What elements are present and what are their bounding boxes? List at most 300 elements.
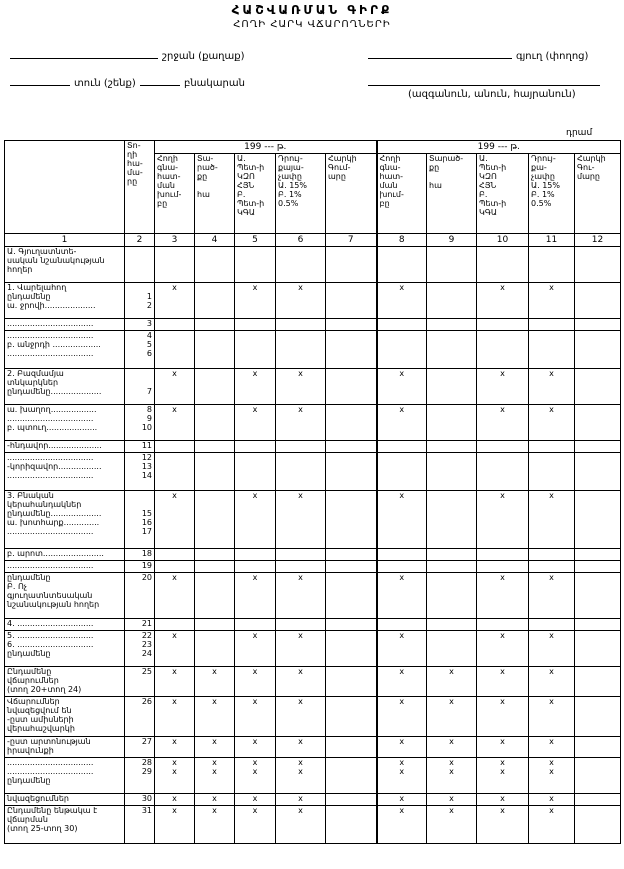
entry-cell[interactable] [575,736,621,757]
row-number: 4 5 6 [125,331,155,369]
entry-cell[interactable] [326,453,377,491]
entry-cell[interactable]: x [377,369,427,405]
region-label: շրջան (քաղաք) [162,51,245,62]
table-row [5,491,621,549]
entry-cell[interactable] [195,283,235,319]
entry-cell[interactable]: x x [529,757,575,793]
entry-cell[interactable] [195,405,235,441]
sub-header-6: Հողի գնա- հատ- ման խում- բը [377,154,427,234]
entry-cell[interactable]: x [276,793,326,805]
entry-cell[interactable]: x [529,666,575,696]
row-label: նվազեցումներ [5,793,125,805]
entry-cell[interactable] [195,369,235,405]
entry-cell[interactable] [427,405,477,441]
entry-cell[interactable] [529,618,575,630]
entry-cell[interactable] [427,453,477,491]
row-number: 31 [125,805,155,843]
entry-cell[interactable] [326,630,377,666]
entry-cell[interactable] [477,247,529,283]
entry-cell[interactable]: x [155,736,195,757]
entry-cell[interactable] [235,549,276,561]
entry-cell[interactable]: x x [477,757,529,793]
entry-cell[interactable]: x [477,696,529,736]
entry-cell[interactable] [575,805,621,843]
entry-cell[interactable]: x [477,736,529,757]
row-number: 20 [125,572,155,618]
entry-cell[interactable] [276,618,326,630]
rownum-header: Տո- ղի հա- մա- րը [125,141,155,234]
entry-cell[interactable]: x [276,491,326,549]
entry-cell[interactable] [155,319,195,331]
sub-header-9: Դրույ- քա- չափը Ա. 15% Բ. 1% 0.5% [529,154,575,234]
entry-cell[interactable] [377,319,427,331]
entry-cell[interactable] [575,666,621,696]
entry-cell[interactable] [276,441,326,453]
entry-cell[interactable]: x [195,696,235,736]
table-row [5,283,621,319]
entry-cell[interactable] [326,793,377,805]
apartment-underline[interactable] [140,75,180,86]
entry-cell[interactable] [276,561,326,573]
entry-cell[interactable]: x [235,491,276,549]
entry-cell[interactable] [326,696,377,736]
entry-cell[interactable]: x [276,666,326,696]
row-number [125,247,155,283]
entry-cell[interactable] [575,618,621,630]
entry-cell[interactable]: x [155,666,195,696]
table-row [5,331,621,369]
row-label: .................................. [5,561,125,573]
entry-cell[interactable]: x [155,630,195,666]
table-row [5,247,621,283]
table-row [5,757,621,793]
entry-cell[interactable] [427,247,477,283]
row-number: 27 [125,736,155,757]
entry-cell[interactable] [195,491,235,549]
entry-cell[interactable] [575,561,621,573]
entry-cell[interactable] [276,549,326,561]
entry-cell[interactable] [326,369,377,405]
entry-cell[interactable] [427,549,477,561]
row-label: Ընդամենը ենթակա է վճարման (տող 25-տող 30) [5,805,125,843]
header-year-row [5,141,621,154]
entry-cell[interactable] [326,331,377,369]
entry-cell[interactable] [235,331,276,369]
table-row [5,441,621,453]
entry-cell[interactable]: x [155,805,195,843]
entry-cell[interactable] [427,561,477,573]
entry-cell[interactable] [477,561,529,573]
entry-cell[interactable] [195,561,235,573]
row-number: 1 2 [125,283,155,319]
entry-cell[interactable] [276,319,326,331]
column-number-10: 10 [477,234,529,247]
row-number: 22 23 24 [125,630,155,666]
entry-cell[interactable]: x x [377,757,427,793]
entry-cell[interactable]: x [276,630,326,666]
entry-cell[interactable]: x [477,491,529,549]
entry-cell[interactable]: x [377,793,427,805]
entry-cell[interactable]: x [155,405,195,441]
entry-cell[interactable] [529,453,575,491]
entry-cell[interactable] [276,331,326,369]
entry-cell[interactable] [427,618,477,630]
table-row [5,630,621,666]
name-underline[interactable] [368,75,600,86]
sub-header-4: Դրույ- քայա- չափը Ա. 15% Բ. 1% 0.5% [276,154,326,234]
table-row [5,696,621,736]
entry-cell[interactable]: x x [195,757,235,793]
entry-cell[interactable] [529,549,575,561]
entry-cell[interactable] [575,453,621,491]
column-number-8: 8 [377,234,427,247]
entry-cell[interactable] [477,331,529,369]
entry-cell[interactable] [195,441,235,453]
column-number-7: 7 [326,234,377,247]
entry-cell[interactable]: x [377,736,427,757]
table-row [5,572,621,618]
header-blank-cell [5,141,125,234]
row-label: Ա. Գյուղատնտե- սական նշանակության հողեր [5,247,125,283]
entry-cell[interactable]: x [377,283,427,319]
entry-cell[interactable] [427,369,477,405]
entry-cell[interactable] [195,453,235,491]
entry-cell[interactable]: x [377,491,427,549]
entry-cell[interactable] [276,453,326,491]
entry-cell[interactable]: x [377,572,427,618]
row-number: 28 29 [125,757,155,793]
entry-cell[interactable]: x [529,630,575,666]
entry-cell[interactable] [427,319,477,331]
sub-header-5: Հարկի Գում- արը [326,154,377,234]
sub-header-3: Ա. Պետ-ի ԿԶՈ ՀՅՆ Բ. Պետ-ի ԿԳԱ [235,154,276,234]
entry-cell[interactable] [529,319,575,331]
entry-cell[interactable]: x x [155,757,195,793]
entry-cell[interactable] [377,618,427,630]
column-number-1: 1 [5,234,125,247]
row-label: .................................. .................................. ընդամենը [5,757,125,793]
entry-cell[interactable] [427,283,477,319]
entry-cell[interactable]: x [377,630,427,666]
entry-cell[interactable] [195,618,235,630]
entry-cell[interactable]: x [377,666,427,696]
entry-cell[interactable] [427,441,477,453]
entry-cell[interactable]: x [276,283,326,319]
entry-cell[interactable]: x [276,736,326,757]
entry-cell[interactable]: x [195,736,235,757]
entry-cell[interactable] [235,441,276,453]
entry-cell[interactable] [195,247,235,283]
entry-cell[interactable]: x [377,405,427,441]
entry-cell[interactable] [195,331,235,369]
entry-cell[interactable] [326,736,377,757]
row-label: -ըստ արտոնության իրավունքի [5,736,125,757]
table-row [5,561,621,573]
document-subtitle: ՀՈՂԻ ՀԱՐԿ ՎՃԱՐՈՂՆԵՐԻ [233,19,391,30]
entry-cell[interactable] [575,247,621,283]
entry-cell[interactable] [575,491,621,549]
entry-cell[interactable]: x [235,630,276,666]
entry-cell[interactable]: x [235,405,276,441]
entry-cell[interactable] [326,247,377,283]
entry-cell[interactable] [195,630,235,666]
name-field[interactable] [368,75,604,89]
entry-cell[interactable]: x [155,283,195,319]
entry-cell[interactable] [377,331,427,369]
entry-cell[interactable] [575,319,621,331]
entry-cell[interactable] [326,441,377,453]
table-row [5,805,621,843]
entry-cell[interactable] [326,757,377,793]
row-number: 12 13 14 [125,453,155,491]
entry-cell[interactable] [529,561,575,573]
entry-cell[interactable] [529,441,575,453]
region-underline[interactable] [10,48,158,59]
entry-cell[interactable]: x [477,793,529,805]
entry-cell[interactable] [155,247,195,283]
entry-cell[interactable]: x [195,805,235,843]
entry-cell[interactable]: x [477,369,529,405]
apartment-field[interactable] [140,75,245,89]
column-number-11: 11 [529,234,575,247]
entry-cell[interactable]: x [235,696,276,736]
row-number: 3 [125,319,155,331]
column-number-4: 4 [195,234,235,247]
sub-header-8: Ա. Պետ-ի ԿԶՈ ՀՅՆ Բ. Պետ-ի ԿԳԱ [477,154,529,234]
entry-cell[interactable]: x [235,666,276,696]
row-number: 30 [125,793,155,805]
sub-header-7: Տարած- քը հա [427,154,477,234]
entry-cell[interactable]: x [377,696,427,736]
entry-cell[interactable] [326,618,377,630]
entry-cell[interactable]: x [477,405,529,441]
row-label: ա. խաղող.................. .................................. բ. պտուղ.................... [5,405,125,441]
entry-cell[interactable] [427,331,477,369]
entry-cell[interactable]: x [529,805,575,843]
entry-cell[interactable] [235,618,276,630]
year-group-1: 199 --- թ. [155,141,377,154]
entry-cell[interactable] [235,561,276,573]
entry-cell[interactable]: x [276,805,326,843]
table-row [5,666,621,696]
entry-cell[interactable] [377,561,427,573]
entry-cell[interactable]: x [529,736,575,757]
entry-cell[interactable] [155,453,195,491]
village-label: գյուղ (փողոց) [516,51,589,62]
entry-cell[interactable] [155,331,195,369]
entry-cell[interactable] [155,549,195,561]
entry-cell[interactable]: x [529,793,575,805]
entry-cell[interactable] [326,805,377,843]
row-label: .................................. -կորիզավոր................. .................................. [5,453,125,491]
entry-cell[interactable] [575,441,621,453]
entry-cell[interactable] [427,630,477,666]
entry-cell[interactable]: x [155,696,195,736]
row-number: 15 16 17 [125,491,155,549]
row-label: 1. Վարելահող ընդամենը ա. ջրովի.................... [5,283,125,319]
entry-cell[interactable]: x [477,630,529,666]
table-row [5,549,621,561]
entry-cell[interactable] [575,757,621,793]
table-row [5,793,621,805]
entry-cell[interactable]: x [276,369,326,405]
entry-cell[interactable]: x [529,405,575,441]
entry-cell[interactable]: x [276,696,326,736]
document-title: ՀԱՇՎԱՌՄԱՆ ԳԻՐՔ [231,3,393,17]
entry-cell[interactable]: x x [235,757,276,793]
entry-cell[interactable] [377,549,427,561]
apartment-label: բնակարան [184,78,245,89]
table-row [5,369,621,405]
entry-cell[interactable] [326,572,377,618]
entry-cell[interactable]: x [477,572,529,618]
entry-cell[interactable] [575,572,621,618]
entry-cell[interactable] [427,572,477,618]
sub-header-10: Հարկի Գու- մարը [575,154,621,234]
entry-cell[interactable] [235,453,276,491]
entry-cell[interactable]: x x [427,757,477,793]
house-label: տուն (շենք) [74,78,136,89]
row-label: 2. Բազմամյա տնկարկներ ընդամենը.................... [5,369,125,405]
row-label: Վճարումներ նվազեցվում են -ըստ ամիսների վերահաշվարկի [5,696,125,736]
entry-cell[interactable] [276,247,326,283]
entry-cell[interactable] [477,319,529,331]
column-number-6: 6 [276,234,326,247]
region-field[interactable] [10,48,245,62]
entry-cell[interactable]: x [427,805,477,843]
row-number: 19 [125,561,155,573]
entry-cell[interactable] [326,319,377,331]
village-field[interactable] [368,48,588,62]
entry-cell[interactable] [326,283,377,319]
row-number: 8 9 10 [125,405,155,441]
entry-cell[interactable]: x x [276,757,326,793]
table-row [5,453,621,491]
entry-cell[interactable] [326,405,377,441]
row-number: 21 [125,618,155,630]
entry-cell[interactable]: x [529,572,575,618]
entry-cell[interactable]: x [276,572,326,618]
entry-cell[interactable] [326,666,377,696]
entry-cell[interactable]: x [529,369,575,405]
entry-cell[interactable]: x [235,805,276,843]
column-number-3: 3 [155,234,195,247]
entry-cell[interactable]: x [529,696,575,736]
entry-cell[interactable] [575,549,621,561]
entry-cell[interactable]: x [477,283,529,319]
entry-cell[interactable] [575,331,621,369]
entry-cell[interactable]: x [235,793,276,805]
row-number: 25 [125,666,155,696]
entry-cell[interactable] [529,247,575,283]
table-row [5,319,621,331]
entry-cell[interactable] [477,441,529,453]
entry-cell[interactable] [427,491,477,549]
entry-cell[interactable]: x [235,736,276,757]
entry-cell[interactable]: x [195,666,235,696]
row-label: բ. արոտ........................ [5,549,125,561]
row-number: 26 [125,696,155,736]
column-number-5: 5 [235,234,276,247]
row-label: Ընդամենը վճարումներ (տող 20+տող 24) [5,666,125,696]
entry-cell[interactable]: x [235,283,276,319]
row-label: 3. Բնական կերահանդակներ ընդամենը.................... ա. խոտհարք.............. .................................. [5,491,125,549]
entry-cell[interactable] [575,793,621,805]
entry-cell[interactable] [377,247,427,283]
entry-cell[interactable] [155,618,195,630]
row-label: 4. .............................. [5,618,125,630]
currency-unit: դրամ [566,128,593,138]
entry-cell[interactable] [575,630,621,666]
entry-cell[interactable]: x [529,491,575,549]
entry-cell[interactable] [155,441,195,453]
entry-cell[interactable]: x [427,666,477,696]
house-underline[interactable] [10,75,70,86]
entry-cell[interactable] [377,453,427,491]
entry-cell[interactable]: x [427,696,477,736]
entry-cell[interactable] [575,405,621,441]
entry-cell[interactable] [575,369,621,405]
column-number-12: 12 [575,234,621,247]
row-label: -հնդավոր..................... [5,441,125,453]
table-row [5,405,621,441]
tax-ledger-table [4,140,621,844]
house-field[interactable] [10,75,136,89]
village-underline[interactable] [368,48,512,59]
table-row [5,736,621,757]
entry-cell[interactable] [575,696,621,736]
entry-cell[interactable] [326,491,377,549]
table-row [5,618,621,630]
entry-cell[interactable] [575,283,621,319]
column-number-row [5,234,621,247]
entry-cell[interactable]: x [155,369,195,405]
entry-cell[interactable]: x [276,405,326,441]
entry-cell[interactable] [477,618,529,630]
entry-cell[interactable]: x [529,283,575,319]
entry-cell[interactable]: x [477,805,529,843]
entry-cell[interactable] [235,247,276,283]
entry-cell[interactable] [477,453,529,491]
entry-cell[interactable]: x [155,572,195,618]
entry-cell[interactable] [195,572,235,618]
entry-cell[interactable] [377,441,427,453]
entry-cell[interactable]: x [235,572,276,618]
entry-cell[interactable] [195,549,235,561]
row-number: 18 [125,549,155,561]
row-label: ընդամենը Բ. Ոչ գյուղատնտեսական նշանակության հողեր [5,572,125,618]
entry-cell[interactable]: x [477,666,529,696]
entry-cell[interactable]: x [155,793,195,805]
entry-cell[interactable] [529,331,575,369]
entry-cell[interactable] [235,319,276,331]
entry-cell[interactable]: x [195,793,235,805]
row-number: 7 [125,369,155,405]
entry-cell[interactable] [477,549,529,561]
entry-cell[interactable]: x [427,793,477,805]
column-number-2: 2 [125,234,155,247]
entry-cell[interactable] [195,319,235,331]
entry-cell[interactable] [326,549,377,561]
row-number: 11 [125,441,155,453]
row-label: .................................. [5,319,125,331]
entry-cell[interactable] [155,561,195,573]
entry-cell[interactable]: x [377,805,427,843]
entry-cell[interactable]: x [155,491,195,549]
entry-cell[interactable] [326,561,377,573]
entry-cell[interactable]: x [427,736,477,757]
entry-cell[interactable]: x [235,369,276,405]
